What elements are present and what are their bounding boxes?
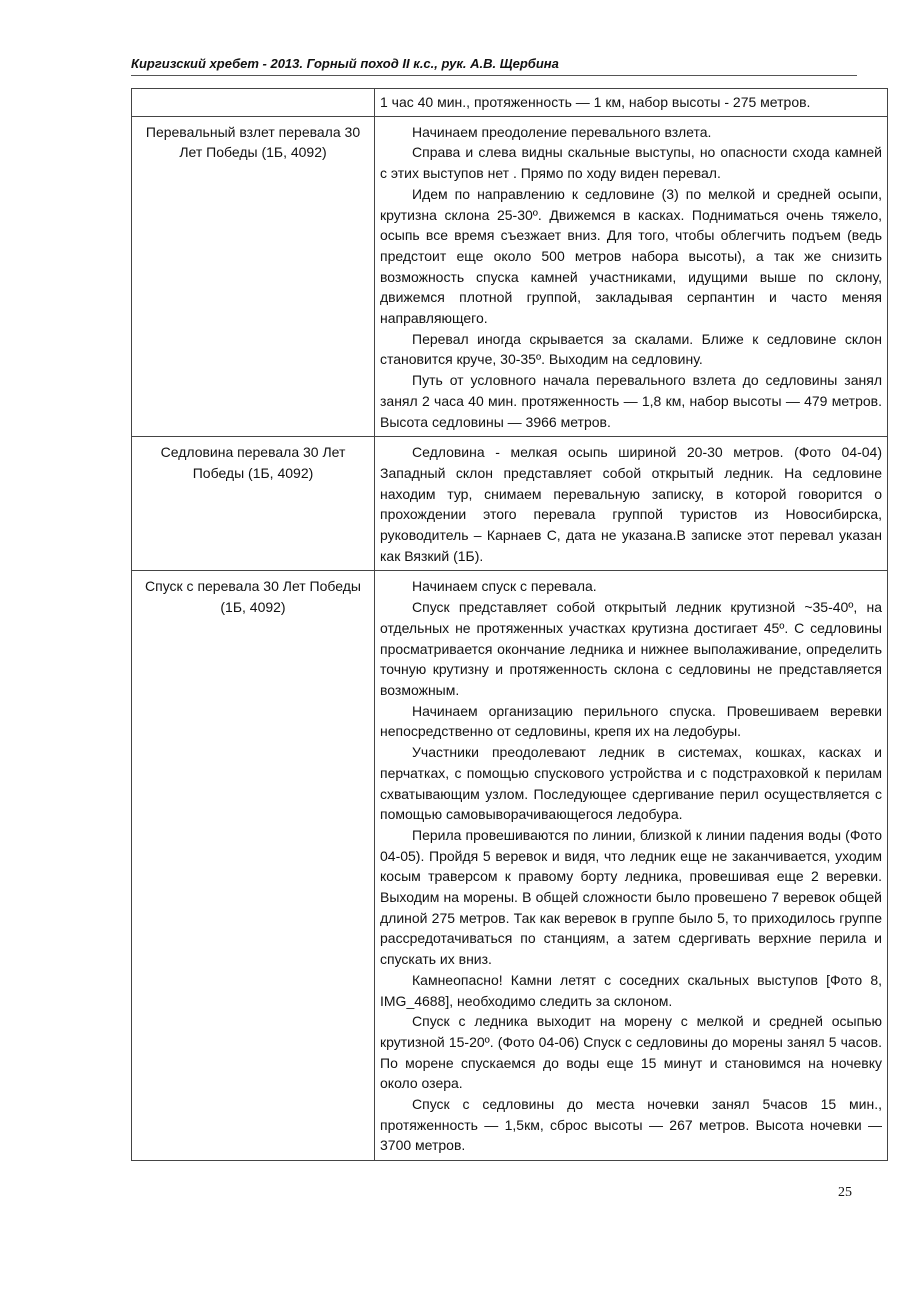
section-label-cell xyxy=(132,89,375,117)
paragraph: Справа и слева видны скальные выступы, но опасности схода камней с этих выступов нет . Прямо по ходу виден перевал. xyxy=(380,144,882,182)
paragraph: Перила провешиваются по линии, близкой к линии падения воды (Фото 04-05). Пройдя 5 веревок и видя, что ледник еще не заканчивается, уходим косым траверсом к правому борту ледника, провешивая еще 2 веревки. Выходим на морены. В общей сложности было провешено 7 веревок общей длиной 275 метров. Так как веревок в группе было 5, то приходилось группе рассредотачиваться по станциям, а затем сдергивать верхние перила и спускать их вниз. xyxy=(380,826,882,968)
section-text-cell xyxy=(375,116,888,437)
page-number: 25 xyxy=(838,1185,852,1200)
paragraph: 1 час 40 мин., протяженность — 1 км, набор высоты - 275 метров. xyxy=(380,94,811,110)
section-text-cell xyxy=(375,437,888,571)
paragraph: Перевал иногда скрывается за скалами. Ближе к седловине склон становится круче, 30-35º. Выходим на седловину. xyxy=(380,330,882,368)
paragraph: Начинаем преодоление перевального взлета. xyxy=(412,123,712,140)
paragraph: Участники преодолевают ледник в системах, кошках, касках и перчатках, с помощью спускового устройства и с подстраховкой к перилам схватывающим узлом. Последующее сдергивание перил осуществляется с помощью самовыворачивающегося ледобура. xyxy=(380,744,882,823)
section-label-cell: Седловина перевала 30 Лет Победы (1Б, 4092) xyxy=(132,437,375,571)
paragraph: Седловина - мелкая осыпь шириной 20-30 метров. (Фото 04-04) Западный склон представляет собой открытый ледник. На седловине находим тур, снимаем перевальную записку, в которой говорится о прохождении этого перевала группой туристов из Новосибирска, руководитель – Карнаев С, дата не указана.В записке этот перевал указан как Вязкий (1Б). xyxy=(380,444,882,564)
paragraph: Начинаем организацию перильного спуска. Провешиваем веревки непосредственно от седловины, крепя их на ледобуры. xyxy=(380,702,882,740)
paragraph: Камнеопасно! Камни летят с соседних скальных выступов [Фото 8, IMG_4688], необходимо следить за склоном. xyxy=(380,971,882,1009)
section-text-cell xyxy=(375,571,888,1161)
table-row xyxy=(132,89,888,117)
paragraph: Начинаем спуск с перевала. xyxy=(412,578,597,595)
paragraph: Идем по направлению к седловине (3) по мелкой и средней осыпи, крутизна склона 25-30º. Движемся в касках. Подниматься очень тяжело, осыпь все время съезжает вниз. Для того, чтобы облегчить подъем (ведь предстоит еще около 500 метров набора высоты), а так же снизить возможность спуска камней участниками, идущими выше по склону, движемся плотной группой, закладывая серпантин и часто меняя направляющего. xyxy=(380,185,882,327)
paragraph: Спуск с седловины до места ночевки занял 5часов 15 мин., протяженность — 1,5км, сброс высоты — 267 метров. Высота ночевки — 3700 метров. xyxy=(380,1096,882,1154)
section-label-cell: Спуск с перевала 30 Лет Победы (1Б, 4092) xyxy=(132,571,375,1161)
route-description-table xyxy=(131,88,888,1161)
section-label-cell: Перевальный взлет перевала 30 Лет Победы (1Б, 4092) xyxy=(132,116,375,437)
table-row xyxy=(132,116,888,437)
paragraph: Спуск с ледника выходит на морену с мелкой и средней осыпью крутизной 15-20º. (Фото 04-06) Спуск с седловины до морены занял 5 часов. По морене спускаемся до воды еще 15 минут и становимся на ночевку около озера. xyxy=(380,1013,882,1092)
running-header: Киргизский хребет - 2013. Горный поход II к.с., рук. А.В. Щербина xyxy=(131,56,857,76)
paragraph: Спуск представляет собой открытый ледник крутизной ~35-40º, на отдельных не протяженных участках крутизна достигает 45º. С седловины просматривается окончание ледника и нижнее выполаживание, определить точную крутизну и протяженность склона с седловины не представляется возможным. xyxy=(380,599,882,698)
table-row xyxy=(132,571,888,1161)
section-text-cell xyxy=(375,89,888,117)
table-row xyxy=(132,437,888,571)
paragraph: Путь от условного начала перевального взлета до седловины занял занял 2 часа 40 мин. протяженность — 1,8 км, набор высоты — 479 метров. Высота седловины — 3966 метров. xyxy=(380,372,882,430)
